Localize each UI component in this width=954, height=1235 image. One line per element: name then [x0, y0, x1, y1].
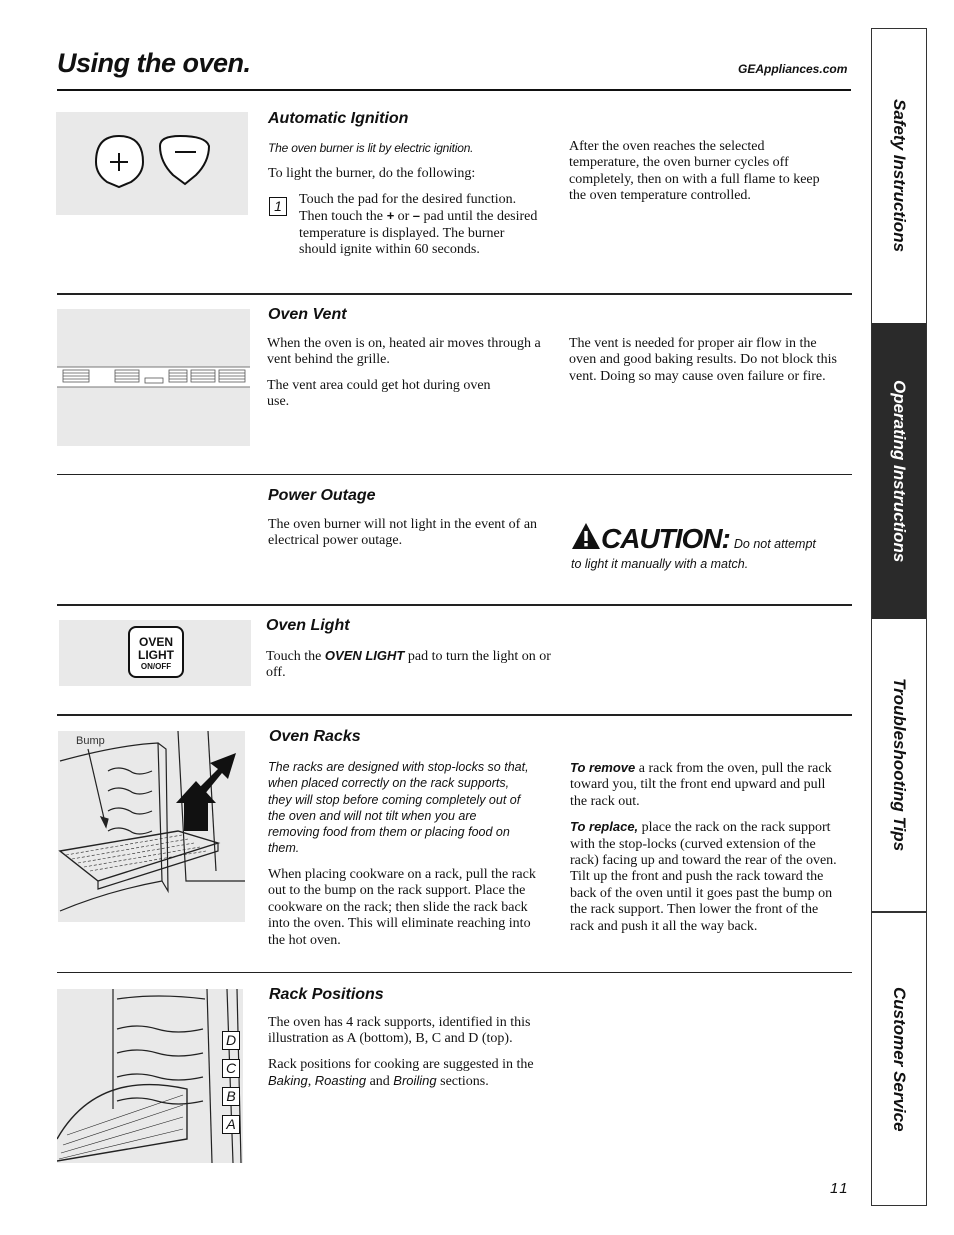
plus-pad-icon [96, 136, 143, 187]
ignition-lead: To light the burner, do the following: [268, 166, 476, 181]
oven-racks-illustration [58, 731, 245, 922]
minus-pad-icon [160, 136, 209, 184]
rack-label-d: D [222, 1031, 240, 1050]
ignition-right-text: After the oven reaches the selected temperature, the oven burner cycles off completely, then on with a full flame to keep the oven temperature controlled. [569, 139, 820, 204]
positions-text [268, 1015, 551, 1100]
racks-heading: Oven Racks [269, 728, 361, 745]
rack-label-c: C [222, 1059, 240, 1078]
vent-illustration [57, 309, 250, 446]
bump-label: Bump [76, 735, 105, 747]
page-title: Using the oven. [57, 48, 251, 78]
header-rule [57, 89, 851, 91]
page-number: 11 [830, 1180, 850, 1197]
oven-light-pad-icon: OVEN LIGHT ON/OFF [128, 626, 184, 678]
rack-position-labels [222, 1031, 240, 1134]
section-divider [57, 714, 852, 716]
positions-p1: The oven has 4 rack supports, identified in this illustration as A (bottom), B, C and D (top). [268, 1015, 531, 1047]
section-divider [57, 474, 852, 475]
vent-right-text: The vent is needed for proper air flow in the oven and good baking results. Do not block this vent. Doing so may cause oven failure or fire. [569, 336, 837, 384]
racks-intro: The racks are designed with stop-locks so that, when placed correctly on the rack supports, they will stop before coming completely out of the oven and will not tilt when you are removing food from them or placing food on them. [268, 760, 529, 856]
caution-text-2: to light it manually with a match. [571, 557, 749, 571]
site-url[interactable]: GEAppliances.com [738, 62, 848, 76]
tab-troubleshooting-tips[interactable]: Troubleshooting Tips [890, 678, 909, 852]
caution-block [571, 522, 816, 555]
tab-customer-service[interactable]: Customer Service [890, 986, 909, 1132]
section-divider [57, 604, 852, 606]
section-divider [57, 293, 852, 295]
caution-label: CAUTION: [601, 523, 730, 554]
ignition-heading: Automatic Ignition [268, 110, 409, 127]
replace-paragraph: To replace, place the rack on the rack support with the stop-locks (curved extension of the rack) facing up and toward the rear of the oven. Tilt up the front and push the rack toward the back of the oven until it goes past the bump on the rack support. Then lower the front of the rack and push it all the way back. [570, 819, 837, 934]
tilt-arrow-icon [198, 753, 236, 795]
warning-triangle-icon [571, 522, 601, 555]
caution-text-1: Do not attempt [733, 537, 816, 551]
rack-positions-illustration [57, 989, 243, 1163]
ignition-intro: The oven burner is lit by electric ignition. [268, 141, 474, 155]
section-tabs [871, 28, 927, 1206]
tab-safety-instructions[interactable]: Safety Instructions [890, 99, 909, 253]
remove-paragraph: To remove a rack from the oven, pull the rack toward you, tilt the front end upward and pull the rack out. [570, 760, 832, 809]
racks-right-text [570, 760, 845, 944]
vent-left-text [267, 336, 542, 420]
racks-cookware-text: When placing cookware on a rack, pull the rack out to the bump on the rack support. Place the cookware on the rack; then slide the rack back into the oven. This will eliminate reaching into the hot oven. [268, 867, 536, 948]
rack-label-a: A [222, 1115, 240, 1134]
vent-p1: When the oven is on, heated air moves through a vent behind the grille. [267, 336, 541, 368]
positions-heading: Rack Positions [269, 986, 384, 1003]
vent-heading: Oven Vent [268, 306, 347, 323]
step-number-box: 1 [269, 197, 287, 216]
vent-p2: The vent area could get hot during oven use. [267, 377, 491, 410]
rack-label-b: B [222, 1087, 240, 1106]
light-text: Touch the OVEN LIGHT pad to turn the light on or off. [266, 648, 551, 681]
ignition-step-text: Touch the pad for the desired function. Then touch the + or – pad until the desired temperature is displayed. The burner should ignite within 60 seconds. [299, 192, 538, 258]
ignition-illustration [56, 112, 248, 215]
section-divider [57, 972, 852, 973]
positions-p2: Rack positions for cooking are suggested in the Baking, Roasting and Broiling sections. [268, 1056, 534, 1090]
outage-text: The oven burner will not light in the event of an electrical power outage. [268, 517, 538, 549]
light-heading: Oven Light [266, 617, 350, 634]
tab-operating-instructions[interactable]: Operating Instructions [872, 323, 926, 619]
outage-heading: Power Outage [268, 487, 376, 504]
oven-light-illustration [59, 620, 251, 686]
